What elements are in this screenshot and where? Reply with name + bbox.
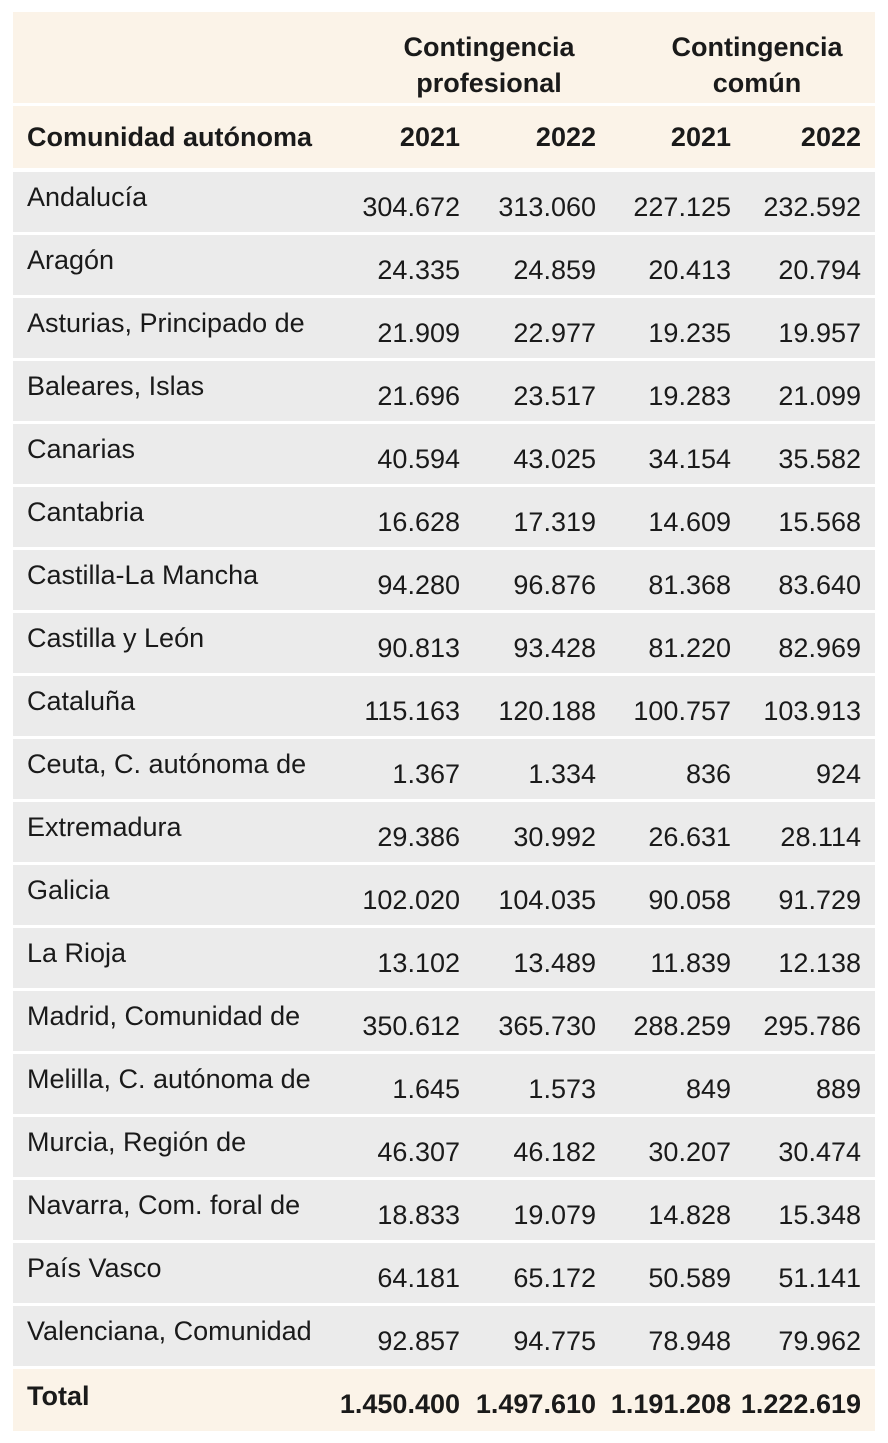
table-row: [13, 928, 875, 991]
table-cell: 849: [685, 1073, 731, 1104]
table-cell: 94.775: [513, 1325, 596, 1356]
data-table: [13, 12, 875, 1431]
table-cell: 51.141: [778, 1262, 861, 1293]
table-cell: 79.962: [778, 1325, 861, 1356]
total-cell: 1.222.619: [740, 1388, 861, 1419]
table-cell: 15.568: [778, 506, 861, 537]
table-cell: 924: [815, 758, 861, 789]
table-cell: 19.235: [648, 317, 731, 348]
table-cell: 28.114: [780, 821, 861, 852]
table-cell: 91.729: [778, 884, 861, 915]
table-cell: 295.786: [763, 1010, 861, 1041]
table-cell: 20.413: [648, 254, 731, 285]
table-row: [13, 487, 875, 550]
table-row: [13, 1306, 875, 1369]
table-cell: 21.099: [778, 380, 861, 411]
table-body: [13, 172, 875, 1369]
table-cell: 30.992: [513, 821, 596, 852]
table-cell: 19.957: [778, 317, 861, 348]
group-header-contingencia-comun: Contingencia común: [671, 32, 843, 98]
table-cell: 92.857: [377, 1325, 460, 1356]
column-header-year: 2022: [535, 121, 596, 152]
table-cell: 14.609: [648, 506, 731, 537]
table-cell: 24.859: [513, 254, 596, 285]
region-name: Madrid, Comunidad de: [27, 1000, 301, 1031]
table-row: [13, 424, 875, 487]
table-cell: 18.833: [377, 1199, 460, 1230]
region-name: Andalucía: [27, 181, 148, 212]
table-cell: 46.182: [513, 1136, 596, 1167]
table-total-row: [13, 1369, 875, 1431]
table-cell: 365.730: [498, 1010, 596, 1041]
table-cell: 96.876: [513, 569, 596, 600]
table-cell: 120.188: [498, 695, 596, 726]
region-name: Murcia, Región de: [27, 1126, 247, 1157]
table-cell: 78.948: [648, 1325, 731, 1356]
table-row: [13, 550, 875, 613]
table-cell: 304.672: [362, 191, 460, 222]
table-cell: 90.813: [377, 632, 460, 663]
table-row: [13, 1243, 875, 1306]
region-name: Canarias: [27, 433, 136, 464]
region-name: Baleares, Islas: [27, 370, 205, 401]
table-row: [13, 802, 875, 865]
column-header-year: 2021: [670, 121, 731, 152]
table-cell: 13.102: [377, 947, 460, 978]
header-divider: [13, 103, 875, 106]
table-cell: 82.969: [778, 632, 861, 663]
table-row: [13, 172, 875, 235]
table-cell: 288.259: [633, 1010, 731, 1041]
region-name: Ceuta, C. autónoma de: [27, 748, 307, 779]
total-label: Total: [27, 1380, 90, 1411]
table-cell: 35.582: [778, 443, 861, 474]
region-name: Aragón: [27, 244, 115, 275]
table-cell: 102.020: [362, 884, 460, 915]
region-name: Castilla y León: [27, 622, 205, 653]
table-cell: 19.079: [513, 1199, 596, 1230]
table-cell: 19.283: [648, 380, 731, 411]
region-name: Cataluña: [27, 685, 136, 716]
table-cell: 17.319: [513, 506, 596, 537]
table-cell: 836: [685, 758, 731, 789]
table-cell: 14.828: [648, 1199, 731, 1230]
region-name: La Rioja: [27, 937, 127, 968]
column-header-year: 2021: [399, 121, 460, 152]
table-cell: 65.172: [513, 1262, 596, 1293]
table-cell: 100.757: [633, 695, 731, 726]
table-cell: 20.794: [778, 254, 861, 285]
region-name: Extremadura: [27, 811, 182, 842]
table-cell: 232.592: [763, 191, 861, 222]
region-name: Melilla, C. autónoma de: [27, 1063, 311, 1094]
total-cell: 1.450.400: [339, 1388, 460, 1419]
table-row: [13, 676, 875, 739]
table-cell: 313.060: [498, 191, 596, 222]
table-row: [13, 1117, 875, 1180]
table-cell: 30.474: [778, 1136, 861, 1167]
group-header-contingencia-profesional: Contingencia profesional: [403, 32, 575, 98]
total-cell: 1.497.610: [475, 1388, 596, 1419]
region-name: Castilla-La Mancha: [27, 559, 259, 590]
table-cell: 1.367: [392, 758, 460, 789]
region-name: País Vasco: [27, 1252, 162, 1283]
region-name: Valenciana, Comunidad: [27, 1315, 312, 1346]
table-cell: 22.977: [513, 317, 596, 348]
table-cell: 81.368: [648, 569, 731, 600]
table-cell: 227.125: [633, 191, 731, 222]
table-cell: 29.386: [377, 821, 460, 852]
table-cell: 24.335: [377, 254, 460, 285]
table-cell: 90.058: [648, 884, 731, 915]
region-name: Asturias, Principado de: [27, 307, 305, 338]
table-cell: 13.489: [513, 947, 596, 978]
table-cell: 23.517: [513, 380, 596, 411]
column-header-comunidad: Comunidad autónoma: [27, 121, 312, 152]
table-cell: 93.428: [513, 632, 596, 663]
table-cell: 64.181: [377, 1262, 460, 1293]
region-name: Navarra, Com. foral de: [27, 1189, 301, 1220]
table-row: [13, 865, 875, 928]
table-cell: 103.913: [763, 695, 861, 726]
table-cell: 40.594: [377, 443, 460, 474]
total-cell: 1.191.208: [610, 1388, 731, 1419]
region-name: Cantabria: [27, 496, 145, 527]
table-row: [13, 613, 875, 676]
table-cell: 115.163: [364, 695, 460, 726]
table-cell: 16.628: [377, 506, 460, 537]
table-cell: 50.589: [648, 1262, 731, 1293]
table-row: [13, 991, 875, 1054]
table-cell: 26.631: [648, 821, 731, 852]
table-cell: 15.348: [778, 1199, 861, 1230]
table-row: [13, 739, 875, 802]
table-group-header: [13, 12, 875, 106]
table-cell: 350.612: [362, 1010, 460, 1041]
table-cell: 1.334: [528, 758, 596, 789]
table-cell: 21.909: [377, 317, 460, 348]
table-cell: 1.573: [528, 1073, 596, 1104]
table-cell: 46.307: [377, 1136, 460, 1167]
table-cell: 34.154: [648, 443, 731, 474]
table-cell: 30.207: [648, 1136, 731, 1167]
table-cell: 104.035: [498, 884, 596, 915]
table-cell: 1.645: [392, 1073, 460, 1104]
table-cell: 94.280: [377, 569, 460, 600]
table-row: [13, 235, 875, 298]
table-cell: 889: [815, 1073, 861, 1104]
table-cell: 11.839: [650, 947, 731, 978]
column-header-year: 2022: [800, 121, 861, 152]
table-cell: 81.220: [648, 632, 731, 663]
table-row: [13, 1054, 875, 1117]
table-cell: 43.025: [513, 443, 596, 474]
table-row: [13, 361, 875, 424]
table-row: [13, 298, 875, 361]
table-cell: 12.138: [778, 947, 861, 978]
table-cell: 83.640: [778, 569, 861, 600]
table-row: [13, 1180, 875, 1243]
region-name: Galicia: [27, 874, 110, 905]
table-column-header: [13, 106, 875, 172]
table-cell: 21.696: [377, 380, 460, 411]
